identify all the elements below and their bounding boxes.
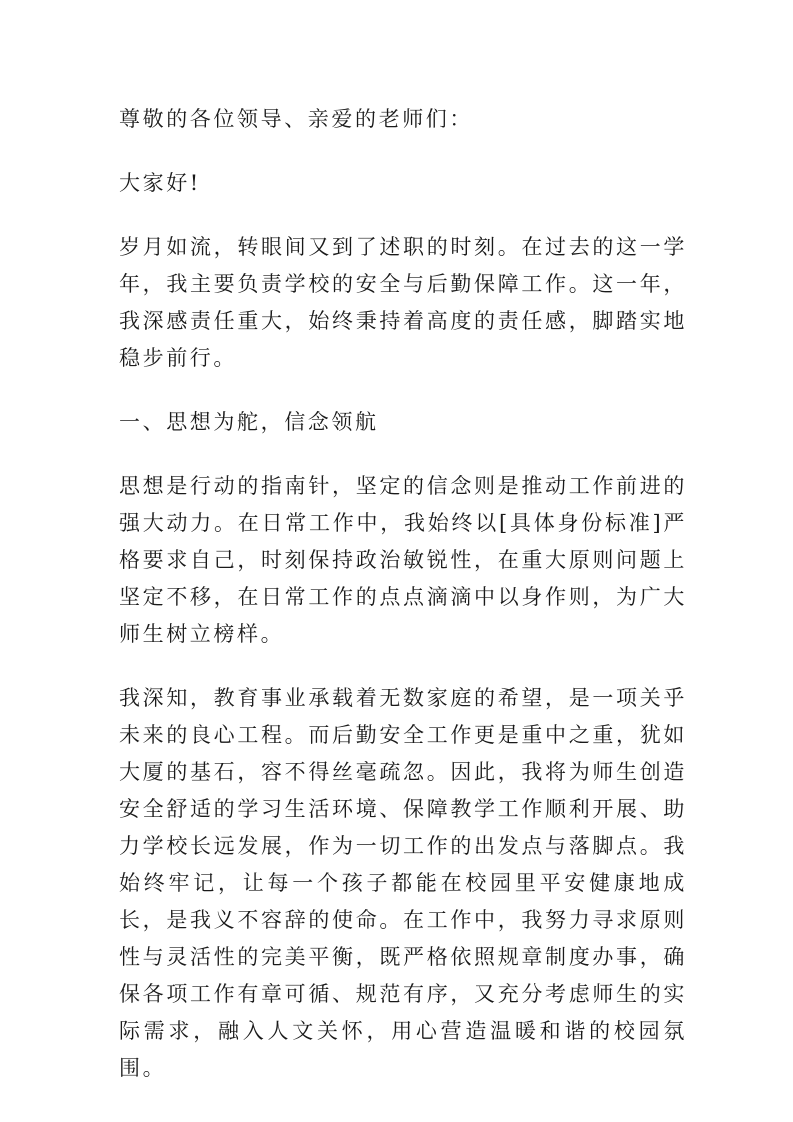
salutation: 尊敬的各位领导、亲爱的老师们：	[119, 107, 473, 131]
body-paragraph-2: 我深知，教育事业承载着无数家庭的希望，是一项关乎未来的良心工程。而后勤安全工作更是重中之重，犹如大厦的基石，容不得丝毫疏忽。因此，我将为师生创造安全舒适的学习生活环境、保障教学工作顺利开展、助力学校长远发展，作为一切工作的出发点与落脚点。我始终牢记，让每一个孩子都能在校园里平安健康地成长，是我义不容辞的使命。在工作中，我努力寻求原则性与灵活性的完美平衡，既严格依照规章制度办事，确保各项工作有章可循、规范有序，又充分考虑师生的实际需求，融入人文关怀，用心营造温暖和谐的校园氛围。	[119, 686, 687, 1080]
document-body	[119, 101, 687, 1114]
body-paragraph-1: 思想是行动的指南针，坚定的信念则是推动工作前进的强大动力。在日常工作中，我始终以[具体身份标准]严格要求自己，时刻保持政治敏锐性，在重大原则问题上坚定不移，在日常工作的点点滴滴中以身作则，为广大师生树立榜样。	[119, 474, 687, 646]
intro-paragraph: 岁月如流，转眼间又到了述职的时刻。在过去的这一学年，我主要负责学校的安全与后勤保障工作。这一年，我深感责任重大，始终秉持着高度的责任感，脚踏实地稳步前行。	[119, 235, 687, 370]
section-heading: 一、思想为舵，信念领航	[119, 410, 379, 434]
greeting: 大家好!	[119, 171, 201, 195]
